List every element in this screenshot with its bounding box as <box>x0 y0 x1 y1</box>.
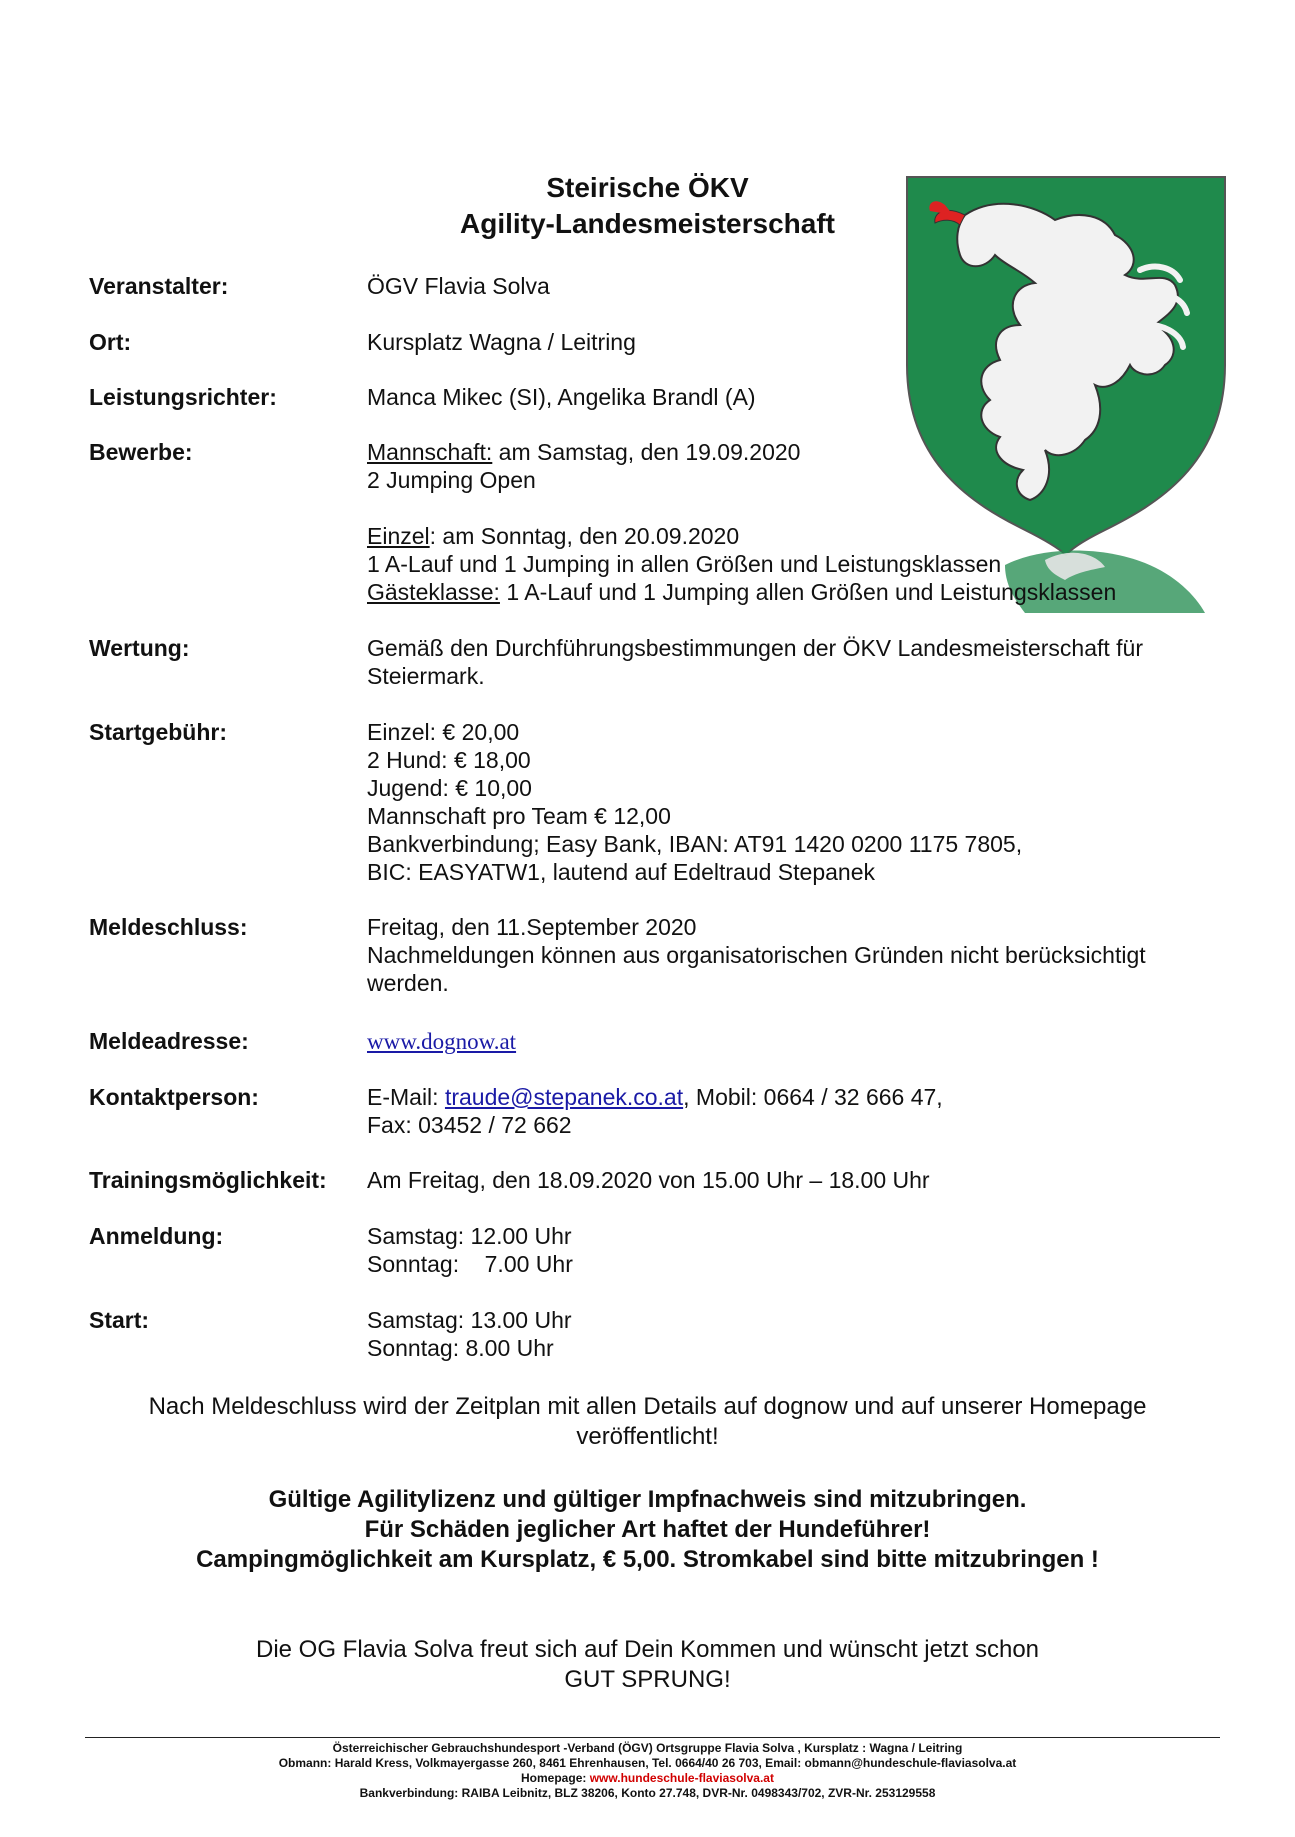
veranstalter-label: Veranstalter: <box>89 273 229 299</box>
closing-line: Die OG Flavia Solva freut sich auf Dein Kommen und wünscht jetzt schon <box>255 1636 1040 1663</box>
wertung-line: Gemäß den Durchführungsbestimmungen der ÖKV Landesmeisterschaft für <box>367 635 1143 661</box>
homepage-label: Homepage: <box>521 1771 590 1785</box>
einzel-detail: 1 A-Lauf und 1 Jumping in allen Größen und Leistungsklassen <box>367 551 1002 577</box>
notice-line: Nach Meldeschluss wird der Zeitplan mit allen Details auf dognow und auf unserer Homepage <box>148 1393 1147 1420</box>
footer-homepage <box>0 1771 1295 1786</box>
footer-line: Bankverbindung: RAIBA Leibnitz, BLZ 38206, Konto 27.748, DVR-Nr. 0498343/702, ZVR-Nr. 253129558 <box>359 1786 936 1800</box>
requirements-line: Gültige Agilitylizenz und gültiger Impfnachweis sind mitzubringen. <box>268 1486 1027 1513</box>
anmeldung-value <box>367 1222 1287 1278</box>
footer-line: Obmann: Harald Kress, Volkmayergasse 260, 8461 Ehrenhausen, Tel. 0664/40 26 703, Email: obmann@hundeschule-flaviasolva.at <box>278 1756 1017 1770</box>
wertung-label: Wertung: <box>89 635 190 661</box>
mannschaft-heading: Mannschaft: <box>367 439 493 465</box>
closing-line: GUT SPRUNG! <box>564 1666 731 1693</box>
mobile-number: , Mobil: 0664 / 32 666 47, <box>683 1084 943 1110</box>
fee-line: Einzel: € 20,00 <box>367 719 520 745</box>
kontaktperson-label: Kontaktperson: <box>89 1084 259 1110</box>
notice-line: veröffentlicht! <box>576 1423 719 1450</box>
meldeadresse-label: Meldeadresse: <box>89 1028 249 1054</box>
meldeschluss-line: werden. <box>367 970 449 996</box>
footer-divider <box>85 1737 1220 1738</box>
fee-line: Jugend: € 10,00 <box>367 775 532 801</box>
anmeldung-label: Anmeldung: <box>89 1223 224 1249</box>
veranstalter-value: ÖGV Flavia Solva <box>367 273 550 299</box>
fee-line: 2 Hund: € 18,00 <box>367 747 531 773</box>
ort-value: Kursplatz Wagna / Leitring <box>367 329 636 355</box>
training-value: Am Freitag, den 18.09.2020 von 15.00 Uhr – 18.00 Uhr <box>367 1167 930 1193</box>
closing-message <box>0 1635 1295 1695</box>
requirements-line: Campingmöglichkeit am Kursplatz, € 5,00. Stromkabel sind bitte mitzubringen ! <box>196 1546 1099 1573</box>
mannschaft-date: am Samstag, den 19.09.2020 <box>492 439 801 465</box>
fee-line: Mannschaft pro Team € 12,00 <box>367 803 671 829</box>
email-link[interactable]: traude@stepanek.co.at <box>444 1084 684 1110</box>
homepage-link[interactable]: www.hundeschule-flaviasolva.at <box>589 1771 774 1785</box>
document-title: Steirische ÖKV <box>546 172 749 203</box>
footer-line: Österreichischer Gebrauchshundesport -Verband (ÖGV) Ortsgruppe Flavia Solva , Kursplatz : Wagna / Leitring <box>332 1741 963 1755</box>
meldeschluss-label: Meldeschluss: <box>89 914 248 940</box>
email-prefix: E-Mail: <box>367 1084 445 1110</box>
anmeldung-line: Samstag: 12.00 Uhr <box>367 1223 572 1249</box>
leistungsrichter-label: Leistungsrichter: <box>89 384 277 410</box>
mannschaft-detail: 2 Jumping Open <box>367 467 536 493</box>
requirements-notice <box>0 1485 1295 1575</box>
footer <box>0 1741 1295 1801</box>
requirements-line: Für Schäden jeglicher Art haftet der Hundeführer! <box>364 1516 931 1543</box>
training-label: Trainingsmöglichkeit: <box>89 1167 327 1193</box>
gaesteklasse-detail: 1 A-Lauf und 1 Jumping allen Größen und Leistungsklassen <box>499 579 1117 605</box>
schedule-notice <box>0 1392 1295 1452</box>
leistungsrichter-value: Manca Mikec (SI), Angelika Brandl (A) <box>367 384 756 410</box>
start-line: Sonntag: 8.00 Uhr <box>367 1335 554 1361</box>
startgebuehr-label: Startgebühr: <box>89 719 227 745</box>
kontaktperson-value <box>367 1083 1287 1139</box>
document-subtitle: Agility-Landesmeisterschaft <box>460 208 835 239</box>
dognow-link[interactable]: www.dognow.at <box>367 1029 517 1054</box>
ort-label: Ort: <box>89 329 132 355</box>
meldeschluss-line: Freitag, den 11.September 2020 <box>367 914 697 940</box>
meldeschluss-value <box>367 913 1287 997</box>
bewerbe-value <box>367 438 1287 606</box>
start-value <box>367 1306 1287 1362</box>
anmeldung-line: Sonntag: 7.00 Uhr <box>367 1251 573 1277</box>
bank-line: Bankverbindung; Easy Bank, IBAN: AT91 1420 0200 1175 7805, <box>367 831 1023 857</box>
einzel-heading: Einzel <box>367 523 430 549</box>
gaesteklasse-heading: Gästeklasse: <box>367 579 500 605</box>
start-line: Samstag: 13.00 Uhr <box>367 1307 572 1333</box>
bank-line: BIC: EASYATW1, lautend auf Edeltraud Stepanek <box>367 859 875 885</box>
wertung-value <box>367 634 1287 690</box>
startgebuehr-value <box>367 718 1287 886</box>
bewerbe-label: Bewerbe: <box>89 439 193 465</box>
fax-number: Fax: 03452 / 72 662 <box>367 1112 572 1138</box>
wertung-line: Steiermark. <box>367 663 485 689</box>
start-label: Start: <box>89 1307 150 1333</box>
einzel-date: : am Sonntag, den 20.09.2020 <box>429 523 740 549</box>
meldeschluss-line: Nachmeldungen können aus organisatorischen Gründen nicht berücksichtigt <box>367 942 1146 968</box>
